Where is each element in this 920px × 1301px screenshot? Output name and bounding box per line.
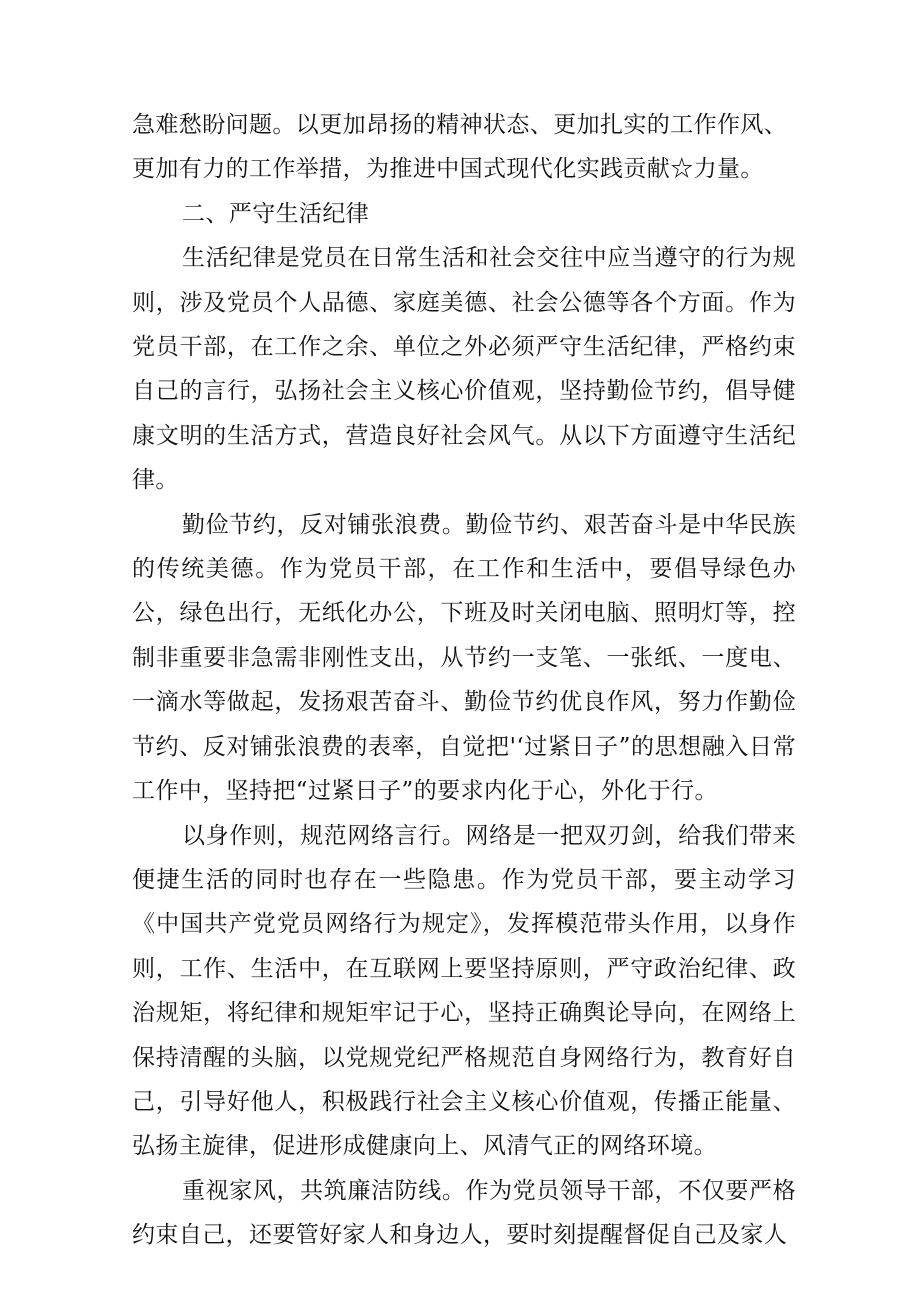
section-heading: 二、严守生活纪律 xyxy=(182,200,370,227)
continuation-line: 更加有力的工作举措，为推进中国式现代化实践贡献☆力量。 xyxy=(132,156,764,183)
paragraph-frugality: 勤俭节约，反对铺张浪费。勤俭节约、艰苦奋斗是中华民族的传统美德。作为党员干部，在工作和生活中，要倡导绿色办公，绿色出行，无纸化办公，下班及时关闭电脑、照明灯等，控制非重要非急需非刚性支出，从节约一支笔、一张纸、一度电、一滴水等做起，发扬艰苦奋斗、勤俭节约优良作风，努力作勤俭节约、反对铺张浪费的表率，自觉把'‘过紧日子”的思想融入日常工作中，坚持把“过紧日子”的要求内化于心，外化于行。 xyxy=(132,511,796,805)
document-body xyxy=(132,103,796,1258)
paragraph-family-values: 重视家风，共筑廉洁防线。作为党员领导干部，不仅要严格约束自己，还要管好家人和身边人，要时刻提醒督促自己及家人 xyxy=(132,1177,796,1249)
paragraph-online-conduct: 以身作则，规范网络言行。网络是一把双刃剑，给我们带来便捷生活的同时也存在一些隐患。作为党员干部，要主动学习《中国共产党党员网络行为规定》，发挥模范带头作用，以身作则，工作、生活中，在互联网上要坚持原则，严守政治纪律、政治规矩，将纪律和规矩牢记于心，坚持正确舆论导向，在网络上保持清醒的头脑，以党规党纪严格规范自身网络行为，教育好自己，引导好他人，积极践行社会主义核心价值观，传播正能量、弘扬主旋律，促进形成健康向上、风清气正的网络环境。 xyxy=(132,822,796,1160)
continuation-line: 急难愁盼问题。以更加昂扬的精神状态、更加扎实的工作作风、 xyxy=(132,112,788,138)
continuation-paragraph xyxy=(132,103,796,192)
paragraph-life-discipline: 生活纪律是党员在日常生活和社会交往中应当遵守的行为规则，涉及党员个人品德、家庭美德、社会公德等各个方面。作为党员干部，在工作之余、单位之外必须严守生活纪律，严格约束自己的言行，弘扬社会主义核心价值观，坚持勤俭节约，倡导健康文明的生活方式，营造良好社会风气。从以下方面遵守生活纪律。 xyxy=(132,245,796,494)
